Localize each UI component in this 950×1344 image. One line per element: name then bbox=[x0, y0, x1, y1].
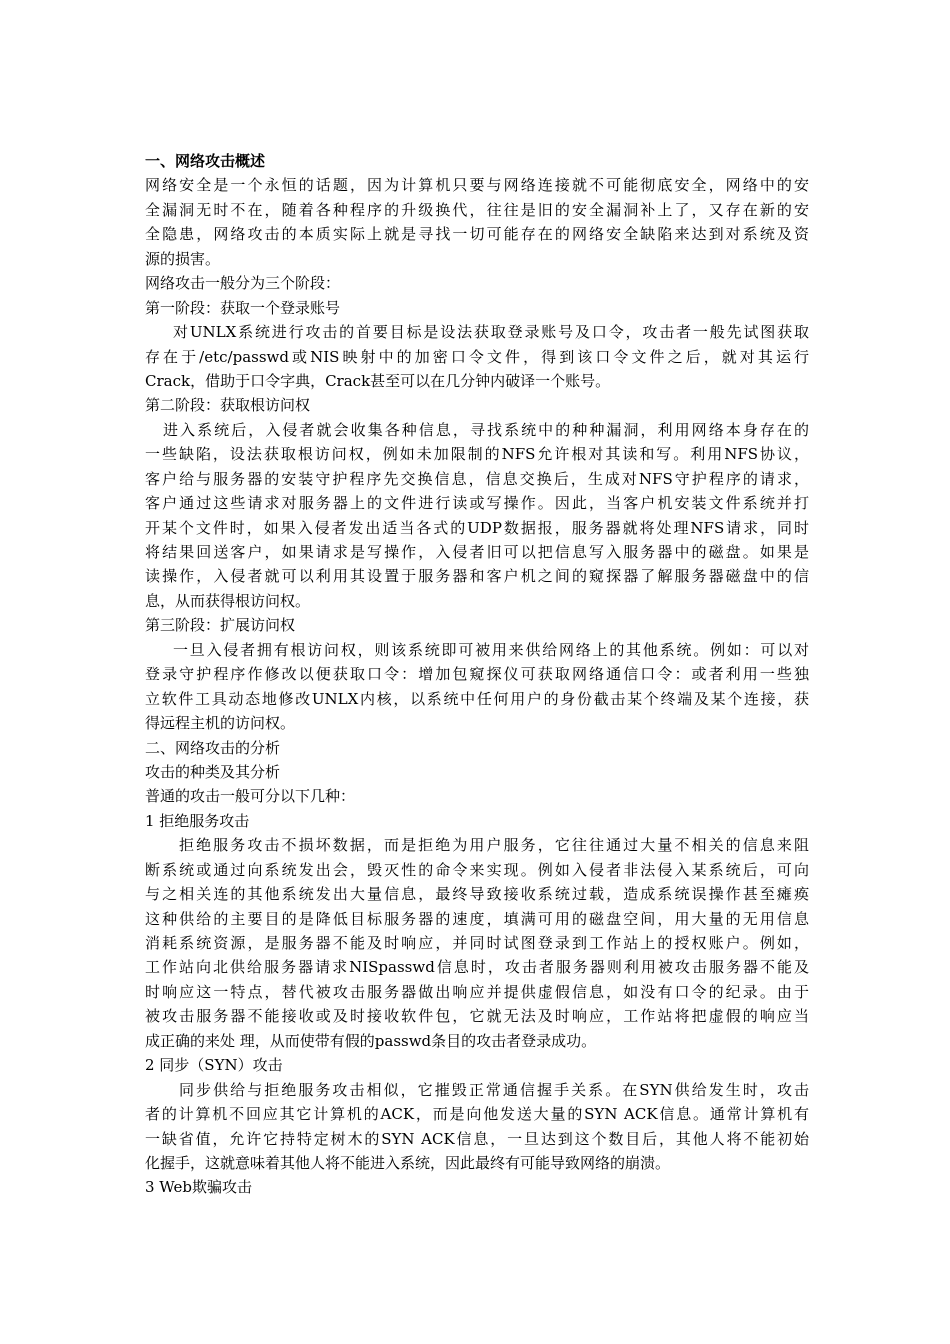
text-line: 进入系统后，入侵者就会收集各种信息，寻找系统中的种种漏洞，利用网络本身存在的 bbox=[163, 420, 809, 439]
text-line: 一缺省值，允许它持特定树木的SYN ACK信息，一旦达到这个数目后，其他人将不能初始 bbox=[145, 1129, 809, 1148]
text-line: 攻击的种类及其分析 bbox=[145, 762, 281, 781]
text-line: 息，从而获得根访问权。 bbox=[145, 591, 311, 610]
text-line: Crack，借助于口令字典，Crack甚至可以在几分钟内破译一个账号。 bbox=[145, 371, 611, 390]
text-line: 与之相关连的其他系统发出大量信息，最终导致接收系统过载，造成系统误操作甚至瘫痪 bbox=[145, 885, 809, 904]
text-line: 一旦入侵者拥有根访问权，则该系统即可被用来供给网络上的其他系统。例如：可以对 bbox=[173, 640, 809, 659]
text-line: 3 Web欺骗攻击 bbox=[145, 1178, 252, 1197]
text-line: 这种供给的主要目的是降低目标服务器的速度，填满可用的磁盘空间，用大量的无用信息 bbox=[145, 909, 809, 928]
text-line: 全隐患，网络攻击的本质实际上就是寻找一切可能存在的网络安全缺陷来达到对系统及资 bbox=[145, 225, 809, 244]
text-line: 网络安全是一个永恒的话题，因为计算机只要与网络连接就不可能彻底安全，网络中的安 bbox=[145, 176, 809, 195]
text-line: 第三阶段：扩展访问权 bbox=[145, 616, 296, 635]
text-line: 全漏洞无时不在，随着各种程序的升级换代，往往是旧的安全漏洞补上了，又存在新的安 bbox=[145, 200, 809, 219]
section-heading: 一、网络攻击概述 bbox=[145, 152, 266, 170]
text-line: 将结果回送客户，如果请求是写操作，入侵者旧可以把信息写入服务器中的磁盘。如果是 bbox=[145, 543, 809, 561]
text-line: 第二阶段：获取根访问权 bbox=[145, 396, 311, 415]
text-line: 普通的攻击一般可分以下几种： bbox=[145, 787, 356, 806]
text-line: 1 拒绝服务攻击 bbox=[145, 811, 250, 830]
text-line: 一些缺陷，设法获取根访问权，例如未加限制的NFS允许根对其读和写。利用NFS协议， bbox=[145, 445, 809, 464]
text-line: 被攻击服务器不能接收或及时接收软件包，它就无法及时响应，工作站将把虚假的响应当 bbox=[145, 1007, 809, 1026]
text-line: 客户给与服务器的安装守护程序先交换信息，信息交换后，生成对NFS守护程序的请求， bbox=[145, 469, 809, 488]
text-line: 拒绝服务攻击不损坏数据，而是拒绝为用户服务，它往往通过大量不相关的信息来阻 bbox=[179, 836, 809, 855]
text-line: 二、网络攻击的分析 bbox=[145, 738, 281, 757]
text-line: 消耗系统资源，是服务器不能及时响应，并同时试图登录到工作站上的授权账户。例如， bbox=[145, 934, 809, 952]
text-line: 2 同步（SYN）攻击 bbox=[145, 1056, 283, 1075]
text-line: 第一阶段：获取一个登录账号 bbox=[145, 298, 341, 317]
text-line: 成正确的来处 理，从而使带有假的passwd条目的攻击者登录成功。 bbox=[145, 1031, 597, 1050]
text-line: 网络攻击一般分为三个阶段： bbox=[145, 274, 341, 293]
text-line: 读操作，入侵者就可以利用其设置于服务器和客户机之间的窥探器了解服务器磁盘中的信 bbox=[145, 567, 809, 586]
text-line: 同步供给与拒绝服务攻击相似，它摧毁正常通信握手关系。在SYN供给发生时，攻击 bbox=[179, 1080, 809, 1099]
text-line: 立软件工具动态地修改UNLX内核，以系统中任何用户的身份截击某个终端及某个连接，获 bbox=[145, 689, 809, 708]
document-body bbox=[145, 149, 809, 1200]
text-line: 得远程主机的访问权。 bbox=[145, 714, 296, 733]
text-line: 工作站向北供给服务器请求NISpasswd信息时，攻击者服务器则利用被攻击服务器不能及 bbox=[145, 958, 809, 977]
text-line: 断系统或通过向系统发出会，毁灭性的命令来实现。例如入侵者非法侵入某系统后，可向 bbox=[145, 860, 809, 879]
text-line: 者的计算机不回应其它计算机的ACK，而是向他发送大量的SYN ACK信息。通常计算机有 bbox=[145, 1105, 809, 1124]
text-line: 对UNLX系统进行攻击的首要目标是设法获取登录账号及口令，攻击者一般先试图获取 bbox=[173, 323, 809, 342]
text-line: 客户通过这些请求对服务器上的文件进行读或写操作。因此，当客户机安装文件系统并打 bbox=[145, 494, 809, 513]
text-line: 化握手，这就意味着其他人将不能进入系统，因此最终有可能导致网络的崩溃。 bbox=[145, 1153, 671, 1172]
text-line: 时响应这一特点，替代被攻击服务器做出响应并提供虚假信息，如没有口令的纪录。由于 bbox=[145, 982, 809, 1001]
text-line: 登录守护程序作修改以便获取口令：增加包窥探仪可获取网络通信口令：或者利用一些独 bbox=[145, 665, 809, 684]
text-line: 开某个文件时，如果入侵者发出适当各式的UDP数据报，服务器就将处理NFS请求，同时 bbox=[145, 518, 809, 537]
text-line: 存在于/etc/passwd或NIS映射中的加密口令文件，得到该口令文件之后，就对其运行 bbox=[145, 347, 809, 366]
text-line: 源的损害。 bbox=[145, 249, 221, 268]
